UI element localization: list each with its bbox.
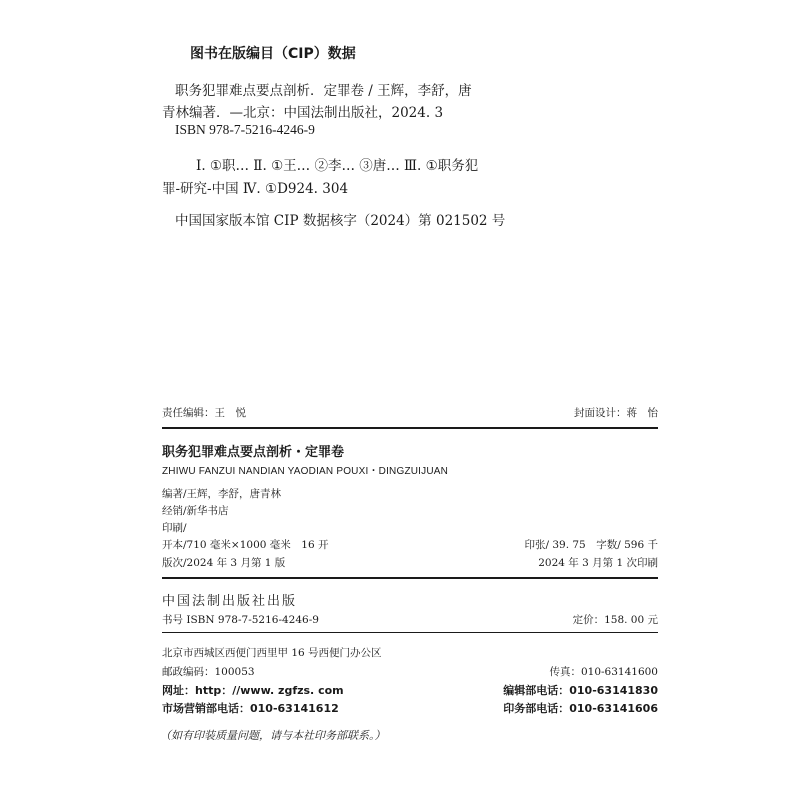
fax: 传真：010-63141600 [549, 666, 658, 678]
responsible-editor: 责任编辑：王 悦 [162, 407, 246, 419]
marketing-phone: 市场营销部电话：010-63141612 [162, 702, 339, 715]
price: 定价：158. 00 元 [572, 614, 658, 626]
edition: 版次/2024 年 3 月第 1 版 [162, 557, 286, 569]
cip-isbn: ISBN 978-7-5216-4246-9 [175, 122, 315, 137]
postcode: 邮政编码：100053 [162, 666, 255, 678]
authors: 编著/王辉，李舒，唐青林 [162, 488, 282, 500]
divider-middle [162, 577, 658, 579]
cip-record-number: 中国国家版本馆 CIP 数据核字（2024）第 021502 号 [175, 213, 506, 229]
book-title-pinyin: ZHIWU FANZUI NANDIAN YAODIAN POUXI・DINGZUIJUAN [162, 466, 449, 477]
publisher-name: 中国法制出版社出版 [162, 594, 298, 609]
printer: 印刷/ [162, 522, 187, 534]
distributor: 经销/新华书店 [162, 505, 229, 517]
book-title: 职务犯罪难点要点剖析・定罪卷 [162, 445, 345, 460]
website: 网址：http：//www. zgfzs. com [162, 684, 344, 697]
book-number: 书号 ISBN 978-7-5216-4246-9 [162, 614, 319, 626]
cip-entry-line2: 青林编著．—北京：中国法制出版社，2024. 3 [162, 105, 444, 121]
cip-class-line2: 罪-研究-中国 Ⅳ. ①D924. 304 [162, 181, 349, 197]
editorial-phone: 编辑部电话：010-63141830 [503, 684, 658, 697]
printing-dept-phone: 印务部电话：010-63141606 [503, 702, 658, 715]
address: 北京市西城区西便门西里甲 16 号西便门办公区 [162, 647, 382, 659]
divider-top [162, 427, 658, 429]
printing: 2024 年 3 月第 1 次印刷 [538, 557, 658, 569]
cover-designer: 封面设计：蒋 怡 [574, 407, 658, 419]
cip-title: 图书在版编目（CIP）数据 [190, 46, 356, 62]
divider-bottom [162, 632, 658, 633]
cip-entry-line1: 职务犯罪难点要点剖析．定罪卷 / 王辉，李舒，唐 [175, 83, 472, 99]
sheets-and-words: 印张/ 39. 75 字数/ 596 千 [524, 539, 658, 551]
quality-note: （如有印装质量问题，请与本社印务部联系。） [160, 729, 386, 742]
format: 开本/710 毫米×1000 毫米 16 开 [162, 539, 329, 551]
cip-class-line1: Ⅰ. ①职… Ⅱ. ①王… ②李… ③唐… Ⅲ. ①职务犯 [196, 158, 479, 174]
